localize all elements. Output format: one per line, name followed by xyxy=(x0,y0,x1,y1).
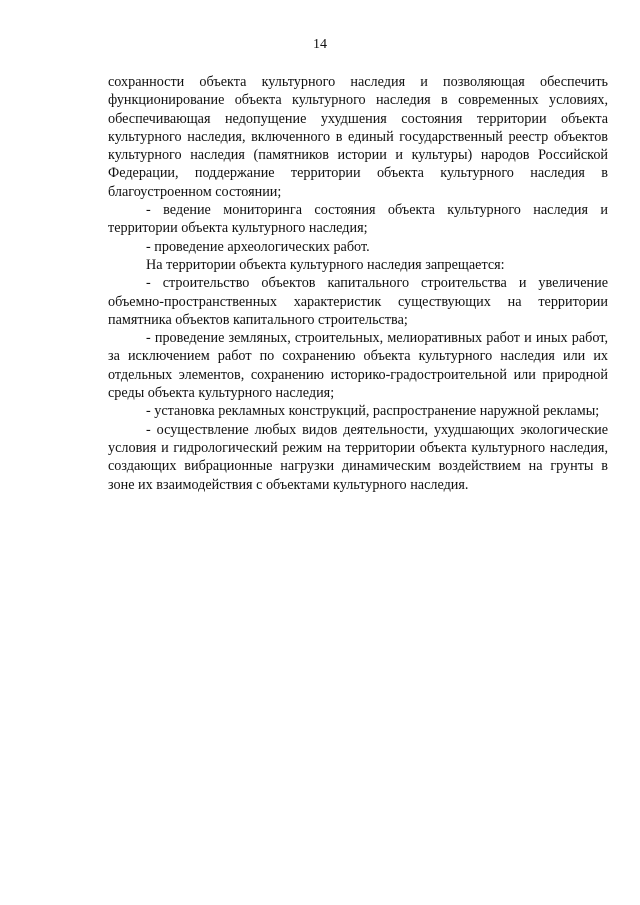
paragraph-continuation: сохранности объекта культурного наследия и позволяющая обеспечить функционирование объекта культурного наследия в современных условиях, обеспечивающая недопущение ухудшения состояния территории объекта культурного наследия, включенного в единый государственный реестр объектов культурного наследия (памятников истории и культуры) народов Российской Федерации, поддержание территории объекта культурного наследия в благоустроенном состоянии; xyxy=(108,74,608,200)
prohibitions-heading: На территории объекта культурного наследия запрещается: xyxy=(146,256,505,273)
list-item-advertising: - установка рекламных конструкций, распространение наружной рекламы; xyxy=(146,403,600,420)
list-item-archaeology: - проведение археологических работ. xyxy=(146,238,370,255)
document-body xyxy=(108,73,608,494)
list-item-earthworks: - проведение земляных, строительных, мелиоративных работ и иных работ, за исключением работ по сохранению объекта культурного наследия или их отдельных элементов, сохранению историко-градостроительной или природной среды объекта культурного наследия; xyxy=(108,330,608,402)
list-item-construction: - строительство объектов капитального строительства и увеличение объемно-пространственных характеристик существующих на территории памятника объектов капитального строительства; xyxy=(108,275,608,328)
page-number: 14 xyxy=(313,37,327,52)
list-item-activities: - осуществление любых видов деятельности, ухудшающих экологические условия и гидрологический режим на территории объекта культурного наследия, создающих вибрационные нагрузки динамическим воздействием на грунты в зоне их взаимодействия с объектами культурного наследия. xyxy=(108,421,608,493)
list-item-monitoring: - ведение мониторинга состояния объекта культурного наследия и территории объекта культурного наследия; xyxy=(108,202,608,237)
